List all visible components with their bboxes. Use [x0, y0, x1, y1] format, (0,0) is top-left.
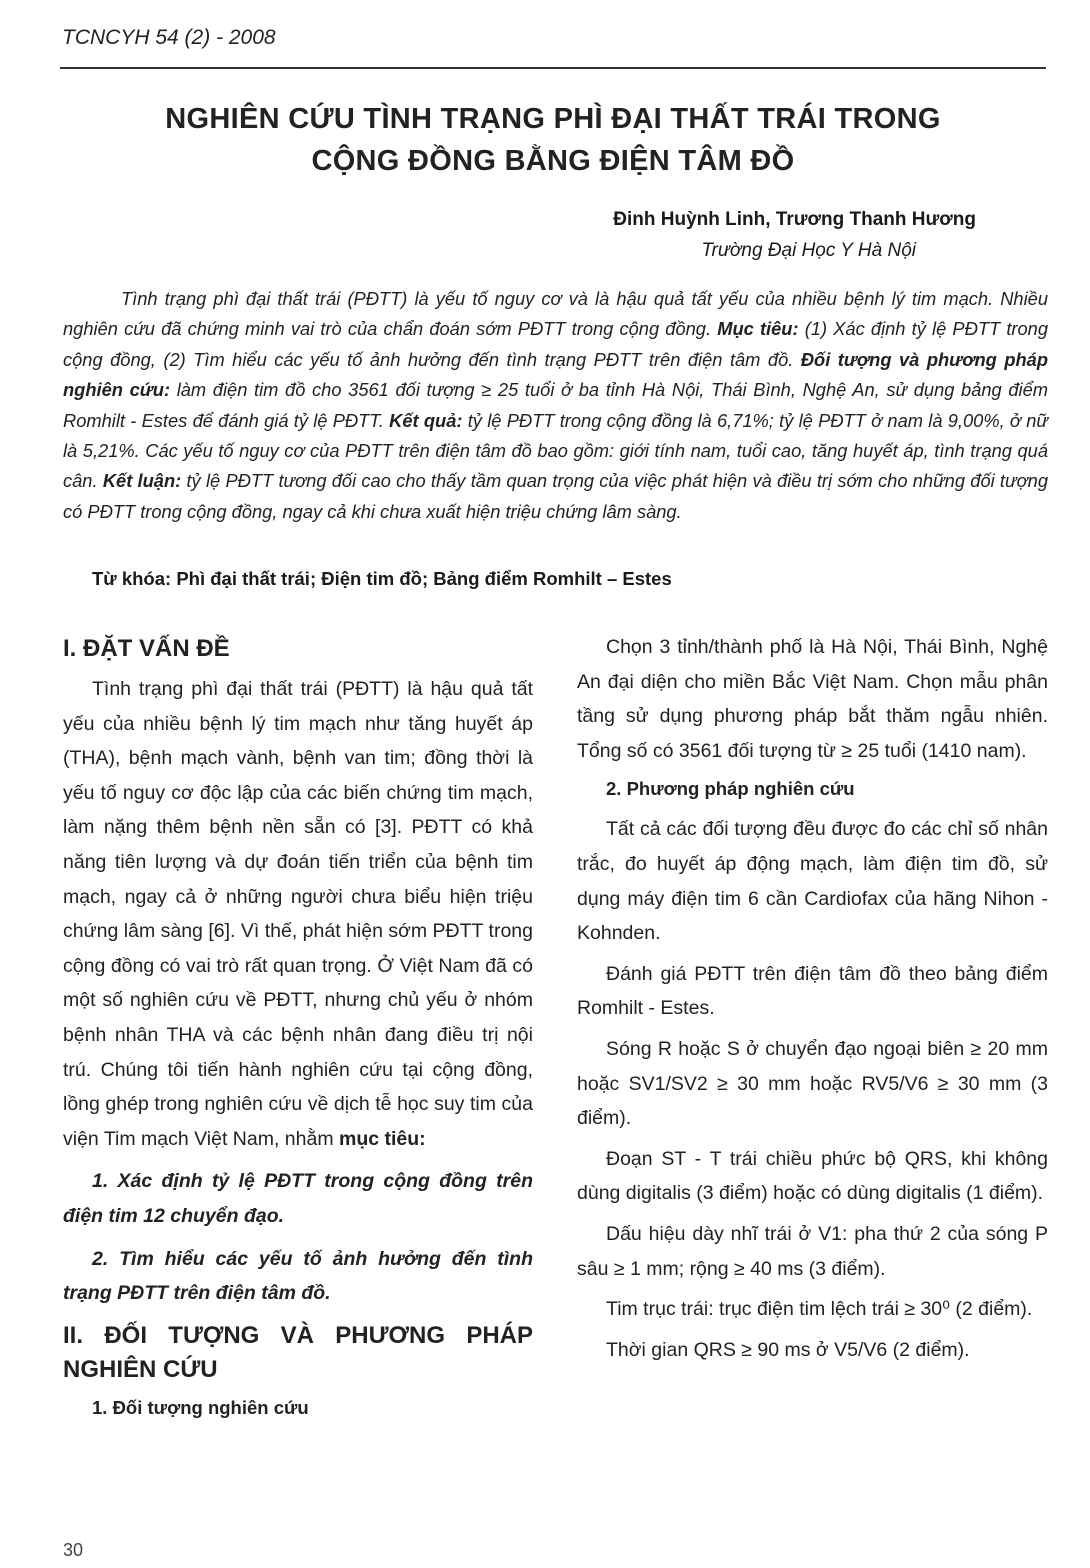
section-heading-methods: II. ĐỐI TƯỢNG VÀ PHƯƠNG PHÁP NGHIÊN CỨU: [63, 1321, 533, 1383]
author-institution: Trường Đại Học Y Hà Nội: [701, 240, 916, 261]
keywords: Từ khóa: Phì đại thất trái; Điện tim đồ; Bảng điểm Romhilt – Estes: [92, 568, 672, 589]
criterion-qrs-duration: Thời gian QRS ≥ 90 ms ở V5/V6 (2 điểm).: [606, 1338, 970, 1361]
abstract-label: Kết luận:: [102, 470, 182, 492]
abstract-text: Tình trạng phì đại thất trái (PĐTT) là yếu tố nguy cơ và là hậu quả tất yếu của nhiều bệnh lý tim mạch. Nhiều nghiên cứu đã chứng minh vai trò của chẩn đoán sớm PĐTT trong cộng đồng.: [63, 288, 1048, 340]
methods-paragraph: Tất cả các đối tượng đều được đo các chỉ số nhân trắc, đo huyết áp động mạch, làm điện tim đồ, sử dụng máy điện tim 6 cần Cardiofax của hãng Nihon - Kohnden.: [577, 818, 1048, 945]
subjects-paragraph: Chọn 3 tỉnh/thành phố là Hà Nội, Thái Bình, Nghệ An đại diện cho miền Bắc Việt Nam. Chọn mẫu phân tầng sử dụng phương pháp bắt thăm ngẫu nhiên. Tổng số có 3561 đối tượng từ ≥ 25 tuổi (1410 nam).: [577, 636, 1048, 762]
subsection-subjects: 1. Đối tượng nghiên cứu: [92, 1396, 309, 1418]
article-title: [60, 98, 1046, 182]
left-column: [63, 632, 533, 1431]
objective-1: 1. Xác định tỷ lệ PĐTT trong cộng đồng trên điện tim 12 chuyển đạo.: [63, 1170, 533, 1227]
title-line-1: NGHIÊN CỨU TÌNH TRẠNG PHÌ ĐẠI THẤT TRÁI TRONG: [165, 103, 941, 135]
author-names: Đinh Huỳnh Linh, Trương Thanh Hương: [613, 209, 976, 230]
criterion-voltage: Sóng R hoặc S ở chuyển đạo ngoại biên ≥ 20 mm hoặc SV1/SV2 ≥ 30 mm hoặc RV5/V6 ≥ 30 mm (3 điểm).: [577, 1037, 1048, 1130]
criteria-intro: Đánh giá PĐTT trên điện tâm đồ theo bảng điểm Romhilt - Estes.: [577, 962, 1048, 1020]
section-heading-introduction: I. ĐẶT VẤN ĐỀ: [63, 635, 230, 662]
authors-block: [613, 204, 976, 266]
right-column: [577, 630, 1048, 1367]
abstract-text: tỷ lệ PĐTT tương đối cao cho thấy tầm quan trọng của việc phát hiện và điều trị sớm cho những đối tượng có PĐTT trong cộng đồng, ngay cả khi chưa xuất hiện triệu chứng lâm sàng.: [63, 470, 1048, 522]
abstract-label: Đối tượng và phương pháp nghiên cứu:: [63, 348, 1048, 401]
page-number: 30: [63, 1540, 84, 1560]
objective-2: 2. Tìm hiểu các yếu tố ảnh hưởng đến tình trạng PĐTT trên điện tâm đồ.: [63, 1247, 533, 1305]
criterion-left-axis: Tim trục trái: trục điện tim lệch trái ≥ 30⁰ (2 điểm).: [606, 1298, 1033, 1321]
header-rule: [60, 67, 1046, 69]
abstract-label: Mục tiêu:: [717, 318, 799, 340]
abstract-label: Kết quả:: [389, 409, 463, 431]
subsection-methods: 2. Phương pháp nghiên cứu: [606, 778, 855, 800]
abstract-text: làm điện tim đồ cho 3561 đối tượng ≥ 25 tuổi ở ba tỉnh Hà Nội, Thái Bình, Nghệ An, sử dụng bảng điểm Romhilt - Estes để đánh giá tỷ lệ PĐTT.: [63, 379, 1048, 431]
intro-paragraph: [63, 672, 533, 1156]
criterion-left-atrium: Dấu hiệu dày nhĩ trái ở V1: pha thứ 2 của sóng P sâu ≥ 1 mm; rộng ≥ 40 ms (3 điểm).: [577, 1222, 1048, 1280]
abstract: [63, 284, 1048, 527]
title-line-2: CỘNG ĐỒNG BẰNG ĐIỆN TÂM ĐỒ: [311, 145, 795, 177]
abstract-text: tỷ lệ PĐTT trong cộng đồng là 6,71%; tỷ lệ PĐTT ở nam là 9,00%, ở nữ là 5,21%. Các yếu tố nguy cơ của PĐTT trên điện tâm đồ bao gồm: giới tính nam, tuổi cao, tăng huyết áp, tình trạng quá cân.: [63, 409, 1048, 492]
intro-text: Tình trạng phì đại thất trái (PĐTT) là hậu quả tất yếu của nhiều bệnh lý tim mạch như tăng huyết áp (THA), bệnh mạch vành, bệnh van tim; đồng thời là yếu tố nguy cơ độc lập của các biến chứng tim mạch, làm nặng thêm bệnh nền sẵn có [3]. PĐTT có khả năng tiên lượng và dự đoán tiến triển của bệnh tim mạch, ngay cả ở những người chưa biểu hiện triệu chứng lâm sàng [6]. Vì thế, phát hiện sớm PĐTT trong cộng đồng có vai trò rất quan trọng. Ở Việt Nam đã có một số nghiên cứu về PĐTT, nhưng chủ yếu ở nhóm bệnh nhân THA và các bệnh nhân đang điều trị nội trú. Chúng tôi tiến hành nghiên cứu tại cộng đồng, lồng ghép trong nghiên cứu về dịch tễ học suy tim của viện Tim mạch Việt Nam, nhằm: [63, 678, 533, 1150]
intro-objectives-label: mục tiêu:: [339, 1127, 426, 1150]
criterion-st-t: Đoạn ST - T trái chiều phức bộ QRS, khi không dùng digitalis (3 điểm) hoặc có dùng digitalis (1 điểm).: [577, 1147, 1048, 1205]
journal-header: TCNCYH 54 (2) - 2008: [62, 26, 276, 49]
abstract-text: (1) Xác định tỷ lệ PĐTT trong cộng đồng, (2) Tìm hiểu các yếu tố ảnh hưởng đến tình trạng PĐTT trên điện tâm đồ.: [63, 318, 1048, 370]
